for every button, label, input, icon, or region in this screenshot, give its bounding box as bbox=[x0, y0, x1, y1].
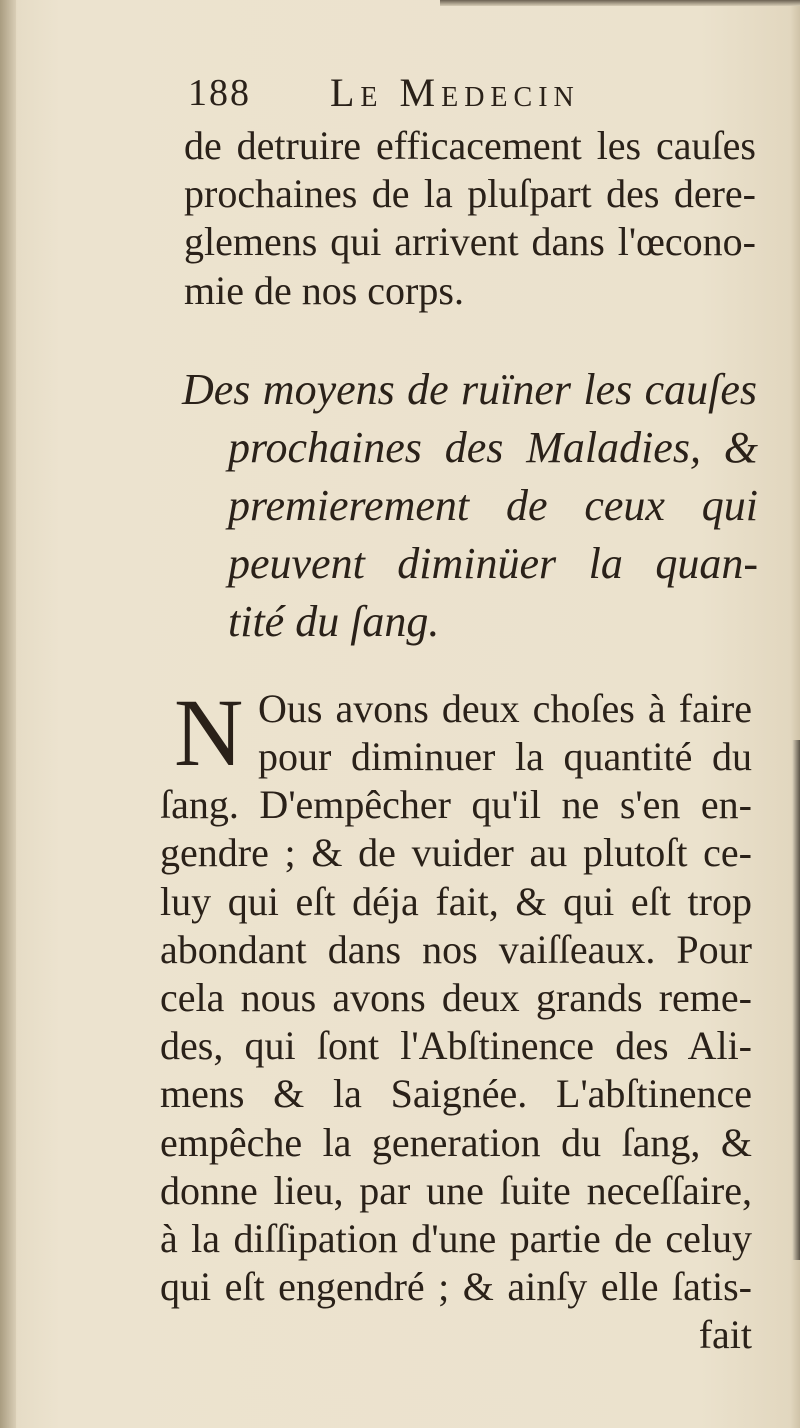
text-line: cela nous avons deux grands reme- bbox=[160, 975, 752, 1021]
heading-line: premierement de ceux qui bbox=[228, 480, 758, 530]
text-line: gendre ; & de vuider au plutoſt ce- bbox=[160, 830, 752, 876]
text-line: de detruire efficacement les cauſes bbox=[184, 123, 756, 168]
page-text bbox=[160, 60, 765, 1360]
page-number: 188 bbox=[188, 72, 251, 114]
text-line: pour diminuer la quantité du bbox=[258, 734, 752, 780]
book-gutter bbox=[0, 0, 16, 1428]
heading-line: peuvent diminüer la quan- bbox=[228, 538, 758, 588]
catchword: fait bbox=[698, 1312, 752, 1358]
text-line: luy qui eſt déja fait, & qui eſt trop bbox=[160, 878, 752, 924]
page-top-edge bbox=[440, 0, 800, 6]
text-line: des, qui ſont l'Abſtinence des Ali- bbox=[160, 1023, 752, 1069]
text-line: mie de nos corps. bbox=[184, 267, 464, 313]
running-head bbox=[160, 60, 765, 122]
text-line: Ous avons deux choſes à faire bbox=[258, 685, 752, 731]
heading-line: prochaines des Maladies, & bbox=[228, 422, 758, 472]
text-line: mens & la Saignée. L'abſtinence bbox=[160, 1071, 752, 1117]
text-line: à la diſſipation d'une partie de celuy bbox=[160, 1216, 752, 1262]
section-heading bbox=[182, 361, 765, 651]
heading-line: tité du ſang. bbox=[228, 596, 440, 646]
text-line: ſang. D'empêcher qu'il ne s'en en- bbox=[160, 782, 752, 828]
text-line: abondant dans nos vaiſſeaux. Pour bbox=[160, 926, 752, 972]
text-line: donne lieu, par une ſuite neceſſaire, bbox=[160, 1167, 752, 1213]
paragraph-continued bbox=[184, 122, 765, 315]
text-line: glemens qui arrivent dans l'œcono- bbox=[184, 219, 756, 265]
page-right-edge bbox=[792, 740, 800, 1260]
drop-cap: N bbox=[174, 678, 242, 786]
running-title: Le Medecin bbox=[330, 70, 580, 115]
heading-line: Des moyens de ruïner les cauſes bbox=[182, 364, 757, 414]
text-line: qui eſt engendré ; & ainſy elle ſatis- bbox=[160, 1264, 752, 1310]
text-line: prochaines de la pluſpart des dere- bbox=[184, 171, 756, 217]
text-line: empêche la generation du ſang, & bbox=[160, 1119, 752, 1165]
paragraph-main bbox=[160, 678, 765, 1360]
